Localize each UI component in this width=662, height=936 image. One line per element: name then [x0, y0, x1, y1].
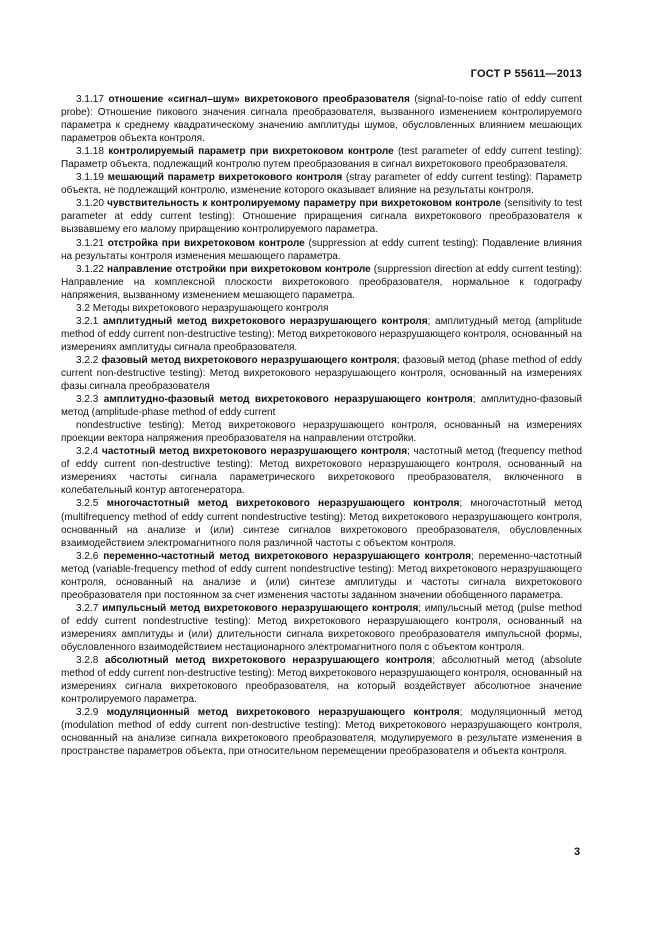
- definition-3-1-20: 3.1.20 чувствительность к контролируемому параметру при вихретоковом контроле (sensitivity to test parameter at eddy current testing): Отношение приращения сигнала вихретокового преобразователя к вызвавшему его малому приращению контролируемого параметра.: [61, 198, 582, 236]
- term: отстройка при вихретоковом контроле: [107, 237, 305, 249]
- term: абсолютный метод вихретокового неразрушающего контроля: [105, 655, 433, 667]
- definition-3-1-21: 3.1.21 отстройка при вихретоковом контроле (suppression at eddy current testing): Подавление влияния на результаты контроля изменения мешающего параметра.: [61, 237, 582, 262]
- term: амплитудно-фазовый метод вихретокового неразрушающего контроля: [103, 394, 473, 406]
- term: импульсный метод вихретокового неразрушающего контроля: [102, 602, 419, 614]
- term: фазовый метод вихретокового неразрушающего контроля: [101, 354, 397, 366]
- term: амплитудный метод вихретокового неразрушающего контроля: [102, 315, 428, 327]
- term: направление отстройки при вихретоковом контроле: [107, 263, 371, 275]
- term: отношение «сигнал–шум» вихретокового преобразователя: [108, 94, 410, 105]
- definition-3-2-5: 3.2.5 многочастотный метод вихретокового неразрушающего контроля; многочастотный метод (multifrequency method of eddy current nondestructive testing): Метод вихретокового неразрушающего контроля, основанный на анализе и (или) синтезе сигналов вихретокового преобразователя, обусловленных взаимодействием электромагнитного поля различной частоты с объектом контроля.: [61, 498, 583, 549]
- definition-3-1-18: 3.1.18 контролируемый параметр при вихретоковом контроле (test parameter of eddy current testing): Параметр объекта, подлежащий контролю путем преобразования в сигнал вихретокового преобразователя.: [61, 146, 583, 171]
- definition-3-2-4: 3.2.4 частотный метод вихретокового неразрушающего контроля; частотный метод (frequency method of eddy current non-destructive testing): Метод вихретокового неразрушающего контроля, основанный на измерениях частоты сигнала параметрического вихретокового преобразователя, включенного в колебательный контур автогенератора.: [61, 446, 583, 497]
- term: частотный метод вихретокового неразрушающего контроля: [102, 446, 408, 458]
- term: контролируемый параметр при вихретоковом контроле: [108, 146, 394, 158]
- definition-3-2-3: 3.2.3 амплитудно-фазовый метод вихретокового неразрушающего контроля; амплитудно-фазовый метод (amplitude-phase method of eddy current: [61, 394, 583, 419]
- definition-3-2-6: 3.2.6 переменно-частотный метод вихретокового неразрушающего контроля; переменно-частотный метод (variable-frequency method of eddy current nondestructive testing): Метод вихретокового неразрушающего контроля, основанный на анализе и (или) синтезе амплитуды и частоты сигнала вихретокового преобразователя при постоянном за счет изменения частоты заданном значении обобщенного параметра.: [61, 550, 583, 601]
- definition-3-1-22: 3.1.22 направление отстройки при вихретоковом контроле (suppression direction at eddy current testing): Направление на комплексной плоскости вихретокового преобразователя, нормальное к годографу напряжения, вызванному изменением мешающего параметра.: [61, 263, 582, 301]
- page-number: 3: [574, 846, 581, 858]
- definition-3-2-2: 3.2.2 фазовый метод вихретокового неразрушающего контроля; фазовый метод (phase method of eddy current non-destructive testing): Метод вихретокового неразрушающего контроля, основанный на измерениях фазы сигнала преобразователя: [61, 354, 582, 393]
- term: модуляционный метод вихретокового неразрушающего контроля: [106, 707, 460, 719]
- term: чувствительность к контролируемому параметру при вихретоковом контроле: [107, 198, 501, 210]
- term: многочастотный метод вихретокового неразрушающего контроля: [106, 498, 460, 510]
- definition-3-2-3-continued: nondestructive testing): Метод вихретокового неразрушающего контроля, основанный на измерениях проекции вектора напряжения преобразователя на направлении отстройки.: [61, 420, 582, 445]
- standard-designation: ГОСТ Р 55611—2013: [470, 68, 582, 80]
- section-3-2: 3.2 Методы вихретокового неразрушающего контроля: [76, 302, 329, 314]
- definition-3-2-7: 3.2.7 импульсный метод вихретокового неразрушающего контроля; импульсный метод (pulse method of eddy current nondestructive testing): Метод вихретокового неразрушающего контроля, основанный на измерениях амплитуды и (или) длительности сигнала вихретокового преобразователя импульсной формы, обусловленного взаимодействием нестационарного электромагнитного поля с объектом контроля.: [61, 602, 582, 653]
- definition-3-1-19: 3.1.19 мешающий параметр вихретокового контроля (stray parameter of eddy current testing): Параметр объекта, не подлежащий контролю, изменение которого оказывает влияние на результаты контроля.: [61, 172, 583, 197]
- term: мешающий параметр вихретокового контроля: [107, 172, 343, 184]
- definition-3-2-9: 3.2.9 модуляционный метод вихретокового неразрушающего контроля; модуляционный метод (modulation method of eddy current non-destructive testing): Метод вихретокового неразрушающего контроля, основанный на анализе сигнала вихретокового преобразователя, модулируемого в результате изменения в пространстве параметров объекта, при относительном перемещении преобразователя и объекта контроля.: [61, 707, 582, 758]
- definition-3-2-1: 3.2.1 амплитудный метод вихретокового неразрушающего контроля; амплитудный метод (amplitude method of eddy current non-destructive testing): Метод вихретокового неразрушающего контроля, основанный на измерениях амплитуды сигнала преобразователя.: [61, 315, 582, 353]
- definition-3-2-8: 3.2.8 абсолютный метод вихретокового неразрушающего контроля; абсолютный метод (absolute method of eddy current non-destructive testing): Метод вихретокового неразрушающего контроля, основанный на измерениях сигнала вихретокового преобразователя, на который воздействует абсолютное значение контролируемого параметра.: [61, 655, 582, 706]
- definition-3-1-17: 3.1.17 отношение «сигнал–шум» вихретокового преобразователя (signal-to-noise ratio of eddy current probe): Отношение пикового значения сигнала преобразователя, вызванного изменением контролируемого параметра к среднему квадратическому значению амплитуды шумов, обусловленных влиянием мешающих параметров объекта контроля.: [61, 94, 582, 145]
- term: переменно-частотный метод вихретокового неразрушающего контроля: [103, 550, 471, 562]
- document-body: [61, 93, 582, 758]
